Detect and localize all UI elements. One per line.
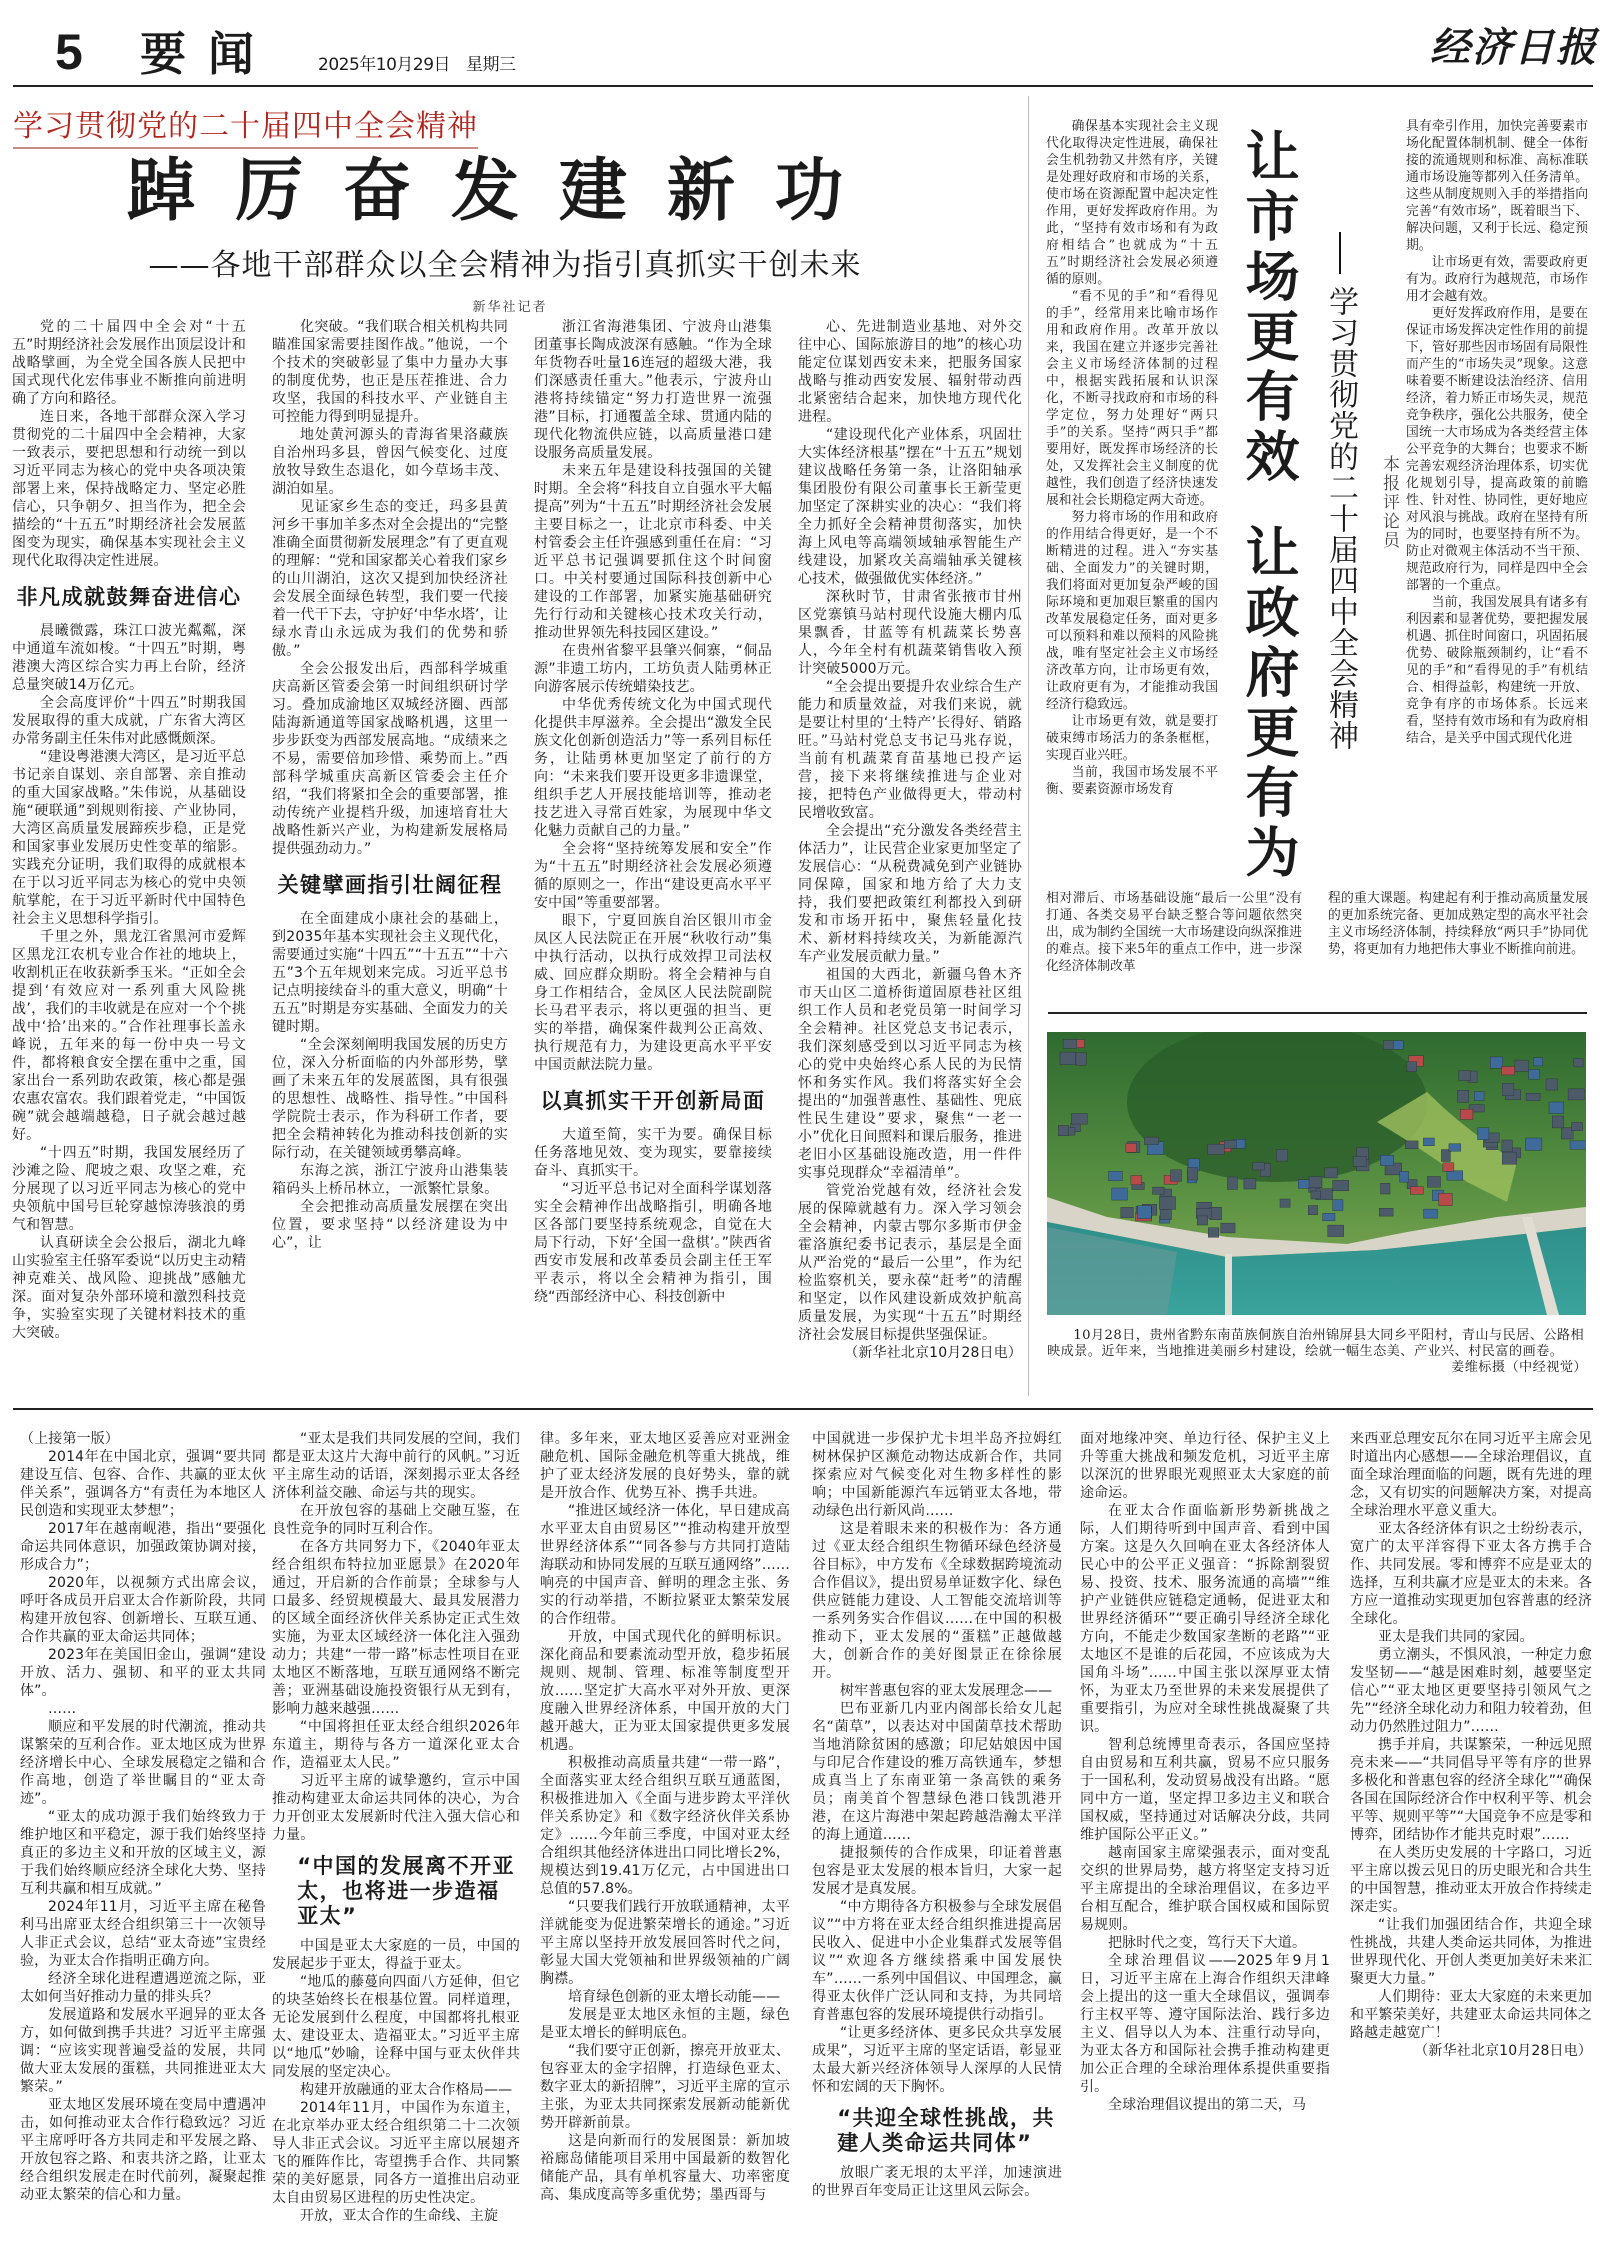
house-roof	[1549, 1102, 1564, 1114]
house-roof	[1381, 1183, 1391, 1194]
paragraph: 管党治党越有效，经济社会发展的保障就越有力。深入学习领会全会精神，内蒙古鄂尔多斯市伊金霍洛旗纪委书记表示，基层是全面从严治党的“最后一公里”，作为纪检监察机关，要永葆“赶考”的清醒和坚定，以作风建设新成效护航高质量发展，为实现“十五五”时期经济社会发展目标提供坚强保证。	[798, 1183, 1022, 1343]
paragraph: “建设粤港澳大湾区，是习近平总书记亲自谋划、亲自部署、亲自推动的重大国家战略。”朱伟说，从基础设施“硬联通”到规则衔接、产业协同，大湾区高质量发展蹄疾步稳，正是党和国家事业发展历史性变革的缩影。实践充分证明，我们取得的成就根本在于以习近平同志为核心的党中央领航掌舵，在于习近平新时代中国特色社会主义思想科学指引。	[12, 749, 246, 927]
paragraph: 中国是亚太大家庭的一员，中国的发展起步于亚太，得益于亚太。	[272, 1938, 520, 1972]
house-roof	[1325, 1168, 1338, 1178]
commentary-headline-line-2: 让政府更有为	[1237, 524, 1300, 884]
house-roof	[1546, 1079, 1558, 1090]
bottom-column-3	[540, 1430, 790, 2204]
paragraph: 亚太各经济体有识之士纷纷表示，宽广的太平洋容得下亚太各方携手合作、共同发展。零和博弈不应是亚太的选择，互利共赢才应是亚太的未来。各方应一道推动实现更加包容普惠的经济全球化。	[1350, 1521, 1592, 1627]
house-roof	[1076, 1053, 1086, 1066]
weekday-text: 星期三	[466, 55, 516, 75]
paragraph: 在各方共同努力下，《2040年亚太经合组织布特拉加亚愿景》在2020年通过，开启新的合作前景；全球参与人口最多、经贸规模最大、最具发展潜力的区域全面经济伙伴关系协定正式生效实施，为亚太区域经济一体化注入强劲动力；共建“一带一路”标志性项目在亚太地区不断落地，互联互通网络不断完善；亚洲基础设施投资银行从无到有，影响力越来越强……	[272, 1539, 520, 1717]
paragraph: 在开放包容的基础上交融互鉴，在良性竞争的同时互利合作。	[272, 1503, 520, 1537]
house-roof	[1460, 1109, 1473, 1119]
house-roof	[1449, 1144, 1461, 1152]
paragraph: “亚太是我们共同发展的空间，我们都是亚太这片大海中前行的风帆。”习近平主席生动的话语，深刻揭示亚太各经济体利益交融、命运与共的现实。	[272, 1431, 520, 1501]
paragraph: 心、先进制造业基地、对外交往中心、国际旅游目的地”的核心功能定位谋划西安未来，把服务国家战略与推动西安发展、辐射带动西北紧密结合起来，加快地方现代化进程。	[798, 319, 1022, 425]
house-roof	[1171, 1170, 1182, 1181]
paragraph: 智利总统博里奇表示，各国应坚持自由贸易和互利共赢，贸易不应只服务于一国私利，发动贸易战没有出路。“愿同中方一道，坚定捍卫多边主义和联合国权威，坚持通过对话解决分歧，共同维护国际公平正义。”	[1080, 1737, 1330, 1843]
paragraph: 相对滞后、市场基础设施“最后一公里”没有打通、各类交易平台缺乏整合等问题依然突出，成为制约全国统一大市场建设向纵深推进的难点。接下来5年的重点工作中，进一步深化经济体制改革	[1046, 891, 1302, 974]
commentary-wide-right	[1328, 890, 1588, 958]
paragraph: “建设现代化产业体系，巩固壮大实体经济根基”摆在“十五五”规划建议战略任务第一条，让洛阳轴承集团股份有限公司董事长王新莹更加坚定了深耕实业的决心：“我们将全力抓好全会精神贯彻落实，加快海上风电等高端领域轴承智能生产线建设，加紧攻关高端轴承关键核心技术，做强做优实体经济。”	[798, 427, 1022, 587]
commentary-column-b	[1406, 118, 1588, 747]
paragraph: 树牢普惠包容的亚太发展理念——	[840, 1683, 1053, 1699]
house-roof	[1525, 1138, 1542, 1150]
paragraph: 认真研读全会公报后，湖北九峰山实验室主任骆军委说“以历史主动精神克难关、战风险、迎挑战”感触尤深。面对复杂外部环境和激烈科技竞争，实验室实现了关键材料技术的重大突破。	[12, 1235, 246, 1341]
header-rule	[13, 85, 1593, 87]
dateline: （新华社北京10月28日电）	[844, 1345, 1022, 1361]
house-roof	[1568, 1089, 1584, 1100]
house-roof	[1570, 1141, 1586, 1149]
house-roof	[1197, 1216, 1207, 1225]
paragraph: 让市场更有效，就是要打破束缚市场活力的条条框框，实现百业兴旺。	[1046, 714, 1218, 763]
paragraph: 千里之外，黑龙江省黑河市爱辉区黑龙江农机专业合作社的地块上，收割机正在收获新季玉米。“正如全会提到‘有效应对一系列重大风险挑战’，我们的丰收就是在应对一个个挑战中‘拾’出来的。”合作社理事长盖永峰说，五年来的每一份中央一号文件，都将粮食安全摆在重中之重，国家出台一系列助农政策，核心都是强农惠农富农。我们跟着党走，“中国饭碗”就会越端越稳，日子就会越过越好。	[12, 929, 246, 1143]
paragraph: 习近平主席的诚挚邀约，宣示中国推动构建亚太命运共同体的决心，为合力开创亚太发展新时代注入强大信心和力量。	[272, 1773, 520, 1843]
commentary-column-a	[1046, 118, 1218, 798]
article-column-4	[798, 318, 1022, 1362]
house-roof	[1159, 1197, 1175, 1210]
paragraph: 勇立潮头，不惧风浪，一种定力愈发坚韧——“越是困难时刻，越要坚定信心”“亚太地区更要坚持引领风气之先”“经济全球化动力和阻力较着劲，但动力仍然胜过阻力”……	[1350, 1647, 1592, 1735]
house-roof	[1427, 1177, 1440, 1188]
house-roof	[1308, 1206, 1317, 1215]
paragraph: 在全面建成小康社会的基础上，到2035年基本实现社会主义现代化，需要通过实施“十四五”“十五五”“十六五”3个五年规划来完成。习近平总书记点明接续奋斗的重大意义，明确“十五五”时期是夯实基础、全面发力的关键时期。	[272, 911, 508, 1035]
paragraph: 来西亚总理安瓦尔在同习近平主席会见时道出内心感想——全球治理倡议，直面全球治理面临的问题，既有先进的理念，又有切实的问题解决方案，对提高全球治理水平意义重大。	[1350, 1431, 1592, 1519]
house-roof	[1221, 1223, 1235, 1233]
paragraph: “中方期待各方积极参与全球发展倡议”“中方将在亚太经合组织推进提高居民收入、促进中小企业集群式发展等倡议”“欢迎各方继续搭乘中国发展快车”……一系列中国倡议、中国理念，赢得亚太伙伴广泛认同和支持，为共同培育普惠包容的发展环境提供行动指引。	[812, 1899, 1062, 2023]
house-roof	[1253, 1163, 1265, 1171]
section-heading: 非凡成就鼓舞奋进信心	[16, 585, 242, 609]
house-roof	[1328, 1225, 1344, 1237]
paragraph: 浙江省海港集团、宁波舟山港集团董事长陶成波深有感触。“作为全球年货物吞吐量16连冠的超级大港，我们深感责任重大。”他表示，宁波舟山港将持续锚定“努力打造世界一流强港”目标，打通覆盖全球、贯通内陆的现代化物流供应链，以高质量港口建设服务高质量发展。	[534, 319, 772, 461]
house-roof	[1131, 1176, 1142, 1185]
paragraph: “全会深刻阐明我国发展的历史方位，深入分析面临的内外部形势，擘画了未来五年的发展蓝图，具有很强的思想性、战略性、指导性。”中国科学院院士表示，作为科研工作者，要把全会精神转化为推动科技创新的实际行动，在关键领域勇攀高峰。	[272, 1037, 508, 1161]
house-roof	[1526, 1093, 1540, 1101]
paragraph: “让我们加强团结合作，共迎全球性挑战，共建人类命运共同体，为推进世界现代化、开创人类更加美好未来汇聚更大力量。”	[1350, 1917, 1592, 1987]
paragraph: 中国就进一步保护尤卡坦半岛齐拉姆红树林保护区濒危动物达成新合作，共同探索应对气候变化对生物多样性的影响；中国新能源汽车远销亚太各地，带动绿色出行新风尚……	[812, 1431, 1062, 1519]
house-roof	[1424, 1209, 1438, 1218]
paragraph: 开放，中国式现代化的鲜明标识。深化商品和要素流动型开放，稳步拓展规则、规制、管理、标准等制度型开放……坚定扩大高水平对外开放、更深度融入世界经济体系，中国开放的大门越开越大，正为亚太国家提供更多发展机遇。	[540, 1629, 790, 1753]
house-roof	[1457, 1090, 1469, 1102]
bottom-column-4	[812, 1430, 1062, 2200]
house-roof	[1145, 1137, 1159, 1145]
house-roof	[1459, 1071, 1471, 1081]
commentary-headline-line-1: 让市场更有效	[1237, 128, 1300, 488]
house-roof	[1121, 1207, 1134, 1217]
commentary-subheadline-text: 学习贯彻党的二十届四中全会精神	[1323, 286, 1358, 751]
house-roof	[1474, 1092, 1484, 1101]
house-roof	[1447, 1171, 1463, 1181]
paragraph: 全会把推动高质量发展摆在突出位置，要求坚持“以经济建设为中心”，让	[272, 1199, 508, 1251]
paragraph: 开放，亚太合作的生命线、主旋	[300, 2208, 499, 2224]
house-roof	[1333, 1180, 1349, 1191]
paragraph: 确保基本实现社会主义现代化取得决定性进展，确保社会生机勃勃又井然有序，关键是处理好政府和市场的关系，使市场在资源配置中起决定性作用，更好发挥政府作用。为此，“坚持有效市场和有为政府相结合”也就成为“十五五”时期经济社会发展必须遵循的原则。	[1046, 119, 1218, 287]
paragraph: 东海之滨，浙江宁波舟山港集装箱码头上桥吊林立，一派繁忙景象。	[272, 1163, 508, 1197]
paragraph: 携手并肩，共谋繁荣，一种远见照亮未来——“共同倡导平等有序的世界多极化和普惠包容的经济全球化”“确保各国在国际经济合作中权利平等、机会平等、规则平等”“大国竞争不应是零和博弈，团结协作才能共克时艰”……	[1350, 1737, 1592, 1843]
house-roof	[1515, 1060, 1529, 1071]
paragraph: 放眼广袤无垠的太平洋，加速演进的世界百年变局正让这里风云际会。	[812, 2165, 1062, 2199]
paragraph: 把脉时代之变，笃行天下大道。	[1108, 1935, 1307, 1951]
paragraph: 2023年在美国旧金山，强调“建设开放、活力、强韧、和平的亚太共同体”。	[20, 1647, 266, 1699]
house-roof	[1572, 1122, 1583, 1130]
paragraph: 当前，我国发展具有诸多有利因素和显著优势，要把握发展机遇、抓住时间窗口，巩固拓展优势、破除瓶颈制约，让“看不见的手”和“看得见的手”有机结合、相得益彰，构建统一开放、竞争有序的市场体系。长远来看，坚持有效市场和有为政府相结合，是关乎中国式现代化进	[1406, 595, 1588, 746]
house-roof	[1153, 1187, 1165, 1194]
section-heading: 关键擘画指引壮阔征程	[277, 873, 503, 897]
house-roof	[1405, 1141, 1418, 1149]
paragraph: 2014年11月，中国作为东道主，在北京举办亚太经合组织第二十二次领导人非正式会议。习近平主席以展翅齐飞的雁阵作比，寄望携手合作、共同繁荣的美好愿景，同各方一道推出启动亚太自由贸易区进程的历史性决定。	[272, 2100, 520, 2206]
paragraph: 在人类历史发展的十字路口，习近平主席以拨云见日的历史眼光和合共生的中国智慧，推动亚太开放合作持续走深走实。	[1350, 1845, 1592, 1915]
photo-caption-block	[1047, 1328, 1587, 1376]
paragraph: 发展道路和发展水平迥异的亚太各方，如何做到携手共进？习近平主席强调：“应该实现普遍受益的发展，共同做大亚太发展的蛋糕，共同推进亚太大繁荣。”	[20, 2007, 266, 2095]
house-roof	[1502, 1067, 1515, 1075]
paragraph: 大道至简，实干为要。确保目标任务落地见效、变为现实，要靠接续奋斗、真抓实干。	[534, 1127, 772, 1179]
paragraph: 程的重大课题。构建起有利于推动高质量发展的更加系统完备、更加成熟定型的高水平社会主义市场经济体制，持续释放“两只手”协同优势，将更加有力地把伟大事业不断推向前进。	[1328, 891, 1588, 957]
paragraph: 全会将“坚持统筹发展和安全”作为“十五五”时期经济社会发展必须遵循的原则之一，作出“建设更高水平平安中国”等重要部署。	[534, 841, 772, 911]
paragraph: 中华优秀传统文化为中国式现代化提供丰厚滋养。全会提出“激发全民族文化创新创造活力”等一系列目标任务，让陆勇林更加坚定了前行的方向：“未来我们要开设更多非遗课堂，组织手艺人开展技能培训等，推动老技艺进入寻常百姓家，为展现中华文化魅力贡献自己的力量。”	[534, 697, 772, 839]
house-roof	[1224, 1140, 1236, 1148]
house-roof	[1208, 1228, 1219, 1238]
house-roof	[1529, 1070, 1540, 1080]
village-aerial-photo	[1047, 1032, 1586, 1315]
house-roof	[1227, 1177, 1237, 1189]
paragraph: 在亚太合作面临新形势新挑战之际，人们期待听到中国声音、看到中国方案。这是久久回响在亚太各经济体人民心中的公平正义强音：“拆除割裂贸易、投资、技术、服务流通的高墙”“维护产业链供应链稳定通畅，促进亚太和世界经济循环”“要正确引导经济全球化方向，不能走少数国家垄断的老路”“亚太地区不是谁的后花园，不应该成为大国角斗场”……中国主张以深厚亚太情怀，为亚太乃至世界的未来发展提供了重要指引，为应对全球性挑战凝聚了共识。	[1080, 1503, 1330, 1735]
commentary-headline	[1236, 128, 1300, 884]
page-number: 5	[55, 24, 83, 80]
paragraph: “习近平总书记对全面科学谋划落实全会精神作出战略指引，明确各地区各部门要坚持系统观念，自觉在大局下行动，下好‘全国一盘棋’。”陕西省西安市发展和改革委员会副主任王军平表示，将以全会精神为指引，围绕“西部经济中心、科技创新中	[534, 1181, 772, 1305]
paragraph: 亚太是我们共同的家园。	[1378, 1629, 1534, 1645]
section-rule	[13, 1408, 1593, 1410]
paragraph: 2014年在中国北京，强调“要共同建设互信、包容、合作、共赢的亚太伙伴关系”，强调各方“有责任为本地区人民创造和实现亚太梦想”；	[20, 1449, 266, 1519]
column-divider	[1028, 96, 1029, 1396]
paragraph: 2017年在越南岘港，指出“要强化命运共同体意识，加强政策协调对接，形成合力”；	[20, 1521, 266, 1573]
bottom-column-1	[20, 1430, 266, 2204]
house-roof	[1490, 1057, 1503, 1068]
paragraph: 律。多年来，亚太地区妥善应对亚洲金融危机、国际金融危机等重大挑战，维护了亚太经济发展的良好势头，靠的就是开放合作、优势互补、携手共进。	[540, 1431, 790, 1501]
house-roof	[1126, 1144, 1137, 1153]
house-roof	[1353, 1156, 1366, 1166]
paragraph: 这是着眼未来的积极作为：各方通过《亚太经合组织生物循环绿色经济曼谷目标》，中方发布《全球数据跨境流动合作倡议》，提出贸易单证数字化、绿色供应链能力建设、人工智能交流培训等一系列务实合作倡议……在中国的积极推动下，亚太发展的“蛋糕”正越做越大，创新合作的美好图景正在徐徐展开。	[812, 1521, 1062, 1681]
paragraph: 深秋时节，甘肃省张掖市甘州区党寨镇马站村现代设施大棚内瓜果飘香，甘蓝等有机蔬菜长势喜人，今年全村有机蔬菜销售收入预计突破5000万元。	[798, 589, 1022, 677]
house-roof	[1502, 1152, 1517, 1164]
house-roof	[1060, 1052, 1076, 1065]
house-roof	[1380, 1155, 1393, 1165]
house-roof	[1071, 1114, 1087, 1125]
paragraph: 连日来，各地干部群众深入学习贯彻党的二十届四中全会精神，大家一致表示，要把思想和行动统一到以习近平同志为核心的党中央各项决策部署上来，保持战略定力、坚定必胜信心，只争朝夕、担当作为，把全会描绘的“十五五”时期经济社会发展蓝图变为现实，确保基本实现社会主义现代化取得决定性进展。	[12, 409, 246, 569]
paragraph: 积极推动高质量共建“一带一路”，全面落实亚太经合组织互联互通蓝图，积极推进加入《全面与进步跨太平洋伙伴关系协定》和《数字经济伙伴关系协定》……今年前三季度，中国对亚太经合组织其他经济体进出口同比增长2%，规模达到19.41万亿元，占中国进出口总值的57.8%。	[540, 1755, 790, 1897]
house-roof	[1276, 1150, 1287, 1162]
paragraph: 晨曦微露，珠江口波光粼粼，深中通道车流如梭。“十四五”时期，粤港澳大湾区综合实力再上台阶，经济总量突破14万亿元。	[12, 623, 246, 693]
house-roof	[1410, 1187, 1423, 1195]
left-bridge	[1225, 1254, 1232, 1315]
house-roof	[1423, 1138, 1434, 1146]
commentary-author: 本报评论员	[1379, 455, 1399, 550]
paragraph: 面对地缘冲突、单边行径、保护主义上升等重大挑战和频发危机，习近平主席以深沉的世界眼光观照亚太大家庭的前途命运。	[1080, 1431, 1330, 1501]
paragraph: 全会公报发出后，西部科学城重庆高新区管委会第一时间组织研讨学习。叠加成渝地区双城经济圈、西部陆海新通道等国家战略机遇，这里一步步跃变为西部发展高地。“成绩来之不易，需要倍加珍惜、乘势而上。”西部科学城重庆高新区管委会主任介绍，“我们将紧扣全会的重要部署，推动传统产业提档升级，加速培育壮大战略性新兴产业，为构建新发展格局提供强劲动力。”	[272, 661, 508, 857]
house-roof	[1187, 1168, 1197, 1181]
bottom-column-5	[1080, 1430, 1330, 2114]
paragraph: 构建开放融通的亚太合作格局——	[300, 2082, 513, 2098]
house-roof	[1574, 1059, 1583, 1067]
section-name: 要闻	[140, 27, 276, 81]
paragraph: 培育绿色创新的亚太增长动能——	[568, 1989, 781, 2005]
paragraph: 全会高度评价“十四五”时期我国发展取得的重大成就，广东省大湾区办常务副主任朱伟对此感慨颇深。	[12, 695, 246, 747]
house-roof	[1207, 1144, 1224, 1154]
house-roof	[1280, 1199, 1290, 1207]
photo-caption: 10月28日，贵州省黔东南苗族侗族自治州锦屏县大同乡平阳村，青山与民居、公路相映成景。近年来，当地推进美丽乡村建设，绘就一幅生态美、产业兴、村民富的画卷。	[1047, 1328, 1585, 1359]
article-subheadline: ——各地干部群众以全会精神为指引真抓实干创未来	[148, 248, 862, 283]
bottom-column-2	[272, 1430, 520, 2225]
article-headline: 踔厉奋发建新功	[126, 152, 883, 231]
paragraph: 巴布亚新几内亚内阁部长给女儿起名“菌草”，以表达对中国菌草技术帮助当地消除贫困的感激；印尼姑娘因中国与印尼合作建设的雅万高铁通车，梦想成真当上了东南亚第一条高铁的乘务员；南美首个智慧绿色港口钱凯港开港，在这片海港中架起跨越浩瀚太平洋的海上通道……	[812, 1701, 1062, 1843]
bottom-column-6	[1350, 1430, 1592, 2060]
subheadline-dash	[1339, 232, 1341, 274]
paragraph: “看不见的手”和“看得见的手”，经常用来比喻市场作用和政府作用。改革开放以来，我国在建立并逐步完善社会主义市场经济体制的过程中，根据实践拓展和认识深化，不断寻找政府和市场的科学定位，努力处理好“两只手”的关系。坚持“两只手”都要用好，既发挥市场经济的长处，又发挥社会主义制度的优越性，我们创造了经济快速发展和社会长期稳定两大奇迹。	[1046, 289, 1218, 508]
section-heading: “中国的发展离不开亚太，也将进一步造福亚太”	[297, 1854, 515, 1928]
house-roof	[1534, 1058, 1543, 1066]
section-heading: 以真抓实干开创新局面	[540, 1089, 766, 1113]
paragraph: 在贵州省黎平县肇兴侗寨，“侗品源”非遗工坊内，工坊负责人陆勇林正向游客展示传统蜡染技艺。	[534, 643, 772, 695]
paragraph: 越南国家主席梁强表示，面对变乱交织的世界局势，越方将坚定支持习近平主席提出的全球治理倡议，在多边平台相互配合，维护联合国权威和国际贸易规则。	[1080, 1845, 1330, 1933]
paragraph: 努力将市场的作用和政府的作用结合得更好，是一个不断精进的过程。进入“夯实基础、全面发力”的关键时期，我们将面对更加复杂严峻的国际环境和更加艰巨繁重的国内改革发展稳定任务，面对更多可以预料和难以预料的风险挑战，唯有坚定社会主义市场经济改革方向，让市场更有效，让政府更有为，才能推动我国经济行稳致远。	[1046, 510, 1218, 712]
house-roof	[1502, 1140, 1512, 1152]
paragraph: 见证家乡生态的变迁，玛多县黄河乡干事加羊多杰对全会提出的“完整准确全面贯彻新发展理念”有了更直观的理解：“党和国家都关心着我们家乡的山川湖泊，这次又提到加快经济社会发展全面绿色转型，我们要一代接着一代干下去，守护好‘中华水塔’，让绿水青山永远成为我们的优势和骄傲。”	[272, 499, 508, 659]
paragraph: 人们期待：亚太大家庭的未来更加和平繁荣美好，共建亚太命运共同体之路越走越宽广！	[1350, 1989, 1592, 2041]
paragraph: 党的二十届四中全会对“十五五”时期经济社会发展作出顶层设计和战略擘画，为全党全国各族人民把中国式现代化宏伟事业不断推向前进明确了方向和路径。	[12, 319, 246, 407]
house-roof	[1309, 1177, 1322, 1188]
house-roof	[1552, 1116, 1563, 1128]
paragraph: 眼下，宁夏回族自治区银川市金凤区人民法院正在开展“秋收行动”集中执行活动，以执行成效捍卫司法权威、回应群众期盼。将全会精神与自身工作相结合，金凤区人民法院副院长马君平表示，将以更强的担当、更实的举措，确保案件裁判公正高效、执行规范有力，为建设更高水平平安中国贡献法院力量。	[534, 913, 772, 1073]
paragraph: 顺应和平发展的时代潮流，推动共谋繁荣的互利合作。亚太地区成为世界经济增长中心、全球发展稳定之锚和合作高地，创造了举世瞩目的“亚太奇迹”。	[20, 1719, 266, 1807]
commentary-subheadline	[1322, 232, 1358, 751]
paragraph: “只要我们践行开放联通精神，太平洋就能变为促进繁荣增长的通途。”习近平主席以坚持开放发展回答时代之问，彰显大国大党领袖和世界级领袖的广阔胸襟。	[540, 1899, 790, 1987]
house-roof	[1311, 1191, 1321, 1199]
newspaper-logo: 经济日报	[1430, 24, 1598, 71]
commentary-wide-left	[1046, 890, 1302, 975]
house-roof	[1058, 1125, 1068, 1135]
commentary-rule	[1048, 1012, 1587, 1014]
paragraph: “十四五”时期，我国发展经历了沙滩之险、爬坡之艰、攻坚之难，充分展现了以习近平同志为核心的党中央领航中国号巨轮穿越惊涛骇浪的勇气和智慧。	[12, 1145, 246, 1233]
paragraph: “我们要守正创新，擦亮开放亚太、包容亚太的金字招牌，打造绿色亚太、数字亚太的新招牌”，习近平主席的宣示主张，为亚太共同探索发展新动能新优势开辟新前景。	[540, 2043, 790, 2131]
article-column-2	[272, 318, 508, 1252]
house-roof	[1439, 1193, 1453, 1206]
paragraph: 捷报频传的合作成果，印证着普惠包容是亚太发展的根本旨归，大家一起发展才是真发展。	[812, 1845, 1062, 1897]
house-roof	[1244, 1179, 1256, 1189]
section-heading: “共迎全球性挑战，共建人类命运共同体”	[837, 2106, 1055, 2155]
dateline: （新华社北京10月28日电）	[1414, 2043, 1592, 2059]
paragraph: “地瓜的藤蔓向四面八方延伸，但它的块茎始终长在根基位置。同样道理，无论发展到什么程度，中国都将扎根亚太、建设亚太、造福亚太。”习近平主席以“地瓜”妙喻，诠释中国与亚太伙伴共同发展的坚定决心。	[272, 1974, 520, 2080]
issue-date	[318, 54, 532, 76]
house-roof	[1109, 1171, 1123, 1181]
paragraph: 未来五年是建设科技强国的关键时期。全会将“科技自立自强水平大幅提高”列为“十五五”时期经济社会发展主要目标之一，让北京市科委、中关村管委会主任许强感到重任在肩：“习近平总书记强调要抓住这个时间窗口。中关村要通过国际科技创新中心建设的工作部署，加紧实施基础研究先行行动和关键核心技术攻关行动，推动世界领先科技园区建设。”	[534, 463, 772, 641]
paragraph: 2020年，以视频方式出席会议，呼吁各成员开启亚太合作新阶段，共同构建开放包容、创新增长、互联互通、合作共赢的亚太命运共同体；	[20, 1575, 266, 1645]
article-byline: 新华社记者	[472, 300, 548, 315]
house-roof	[1400, 1171, 1409, 1182]
paragraph: （上接第一版）	[20, 1431, 120, 1447]
house-roof	[1138, 1206, 1152, 1219]
house-roof	[1407, 1062, 1417, 1072]
article-column-1	[12, 318, 246, 1342]
house-roof	[1323, 1213, 1335, 1221]
paragraph: 具有牵引作用，加快完善要素市场化配置体制机制、健全一体衔接的流通规则和标准、高标准联通市场设施等都列入任务清单。这些从制度规则入手的举措指向完善“有效市场”，既着眼当下、解决问题，又利于长远、稳定预期。	[1406, 119, 1588, 253]
house-roof	[1478, 1128, 1489, 1140]
paragraph: 祖国的大西北，新疆乌鲁木齐市天山区二道桥街道固原巷社区组织工作人员和老党员第一时间学习全会精神。社区党总支书记表示，我们深刻感受到以习近平同志为核心的党中央始终心系人民的为民情怀和务实作风。我们将落实好全会提出的“加强普惠性、基础性、兜底性民生建设”要求，聚焦“一老一小”优化日间照料和课后服务，推进老旧小区基础设施改造，用一件件实事兑现群众“幸福清单”。	[798, 967, 1022, 1181]
paragraph: 2024年11月，习近平主席在秘鲁利马出席亚太经合组织第三十一次领导人非正式会议，总结“亚太奇迹”宝贵经验，为亚太合作指明正确方向。	[20, 1899, 266, 1969]
house-roof	[1443, 1163, 1454, 1172]
date-text: 2025年10月29日	[318, 55, 451, 75]
paragraph: “中国将担任亚太经合组织2026年东道主，期待与各方一道深化亚太合作，造福亚太人民。”	[272, 1719, 520, 1771]
house-roof	[1379, 1208, 1393, 1216]
paragraph: 让市场更有效，需要政府更有为。政府行为越规范，市场作用才会越有效。	[1406, 255, 1588, 304]
paragraph: 更好发挥政府作用，是要在保证市场发挥决定性作用的前提下，管好那些因市场固有局限性而产生的“市场失灵”现象。这意味着要不断建设法治经济、信用经济，着力矫正市场失灵，规范竞争秩序，强化公共服务，使全国统一大市场成为各类经营主体公平竞争的大舞台；也要求不断完善宏观经济治理体系，切实优化规划引导，提高政策的前瞻性、针对性、协同性，更好地应对风浪与挑战。政府在坚持有所为的同时，也要坚持有所不为。防止对微观主体活动不当干预、规范政府行为，同样是四中全会部署的一个重点。	[1406, 306, 1588, 593]
article-kicker: 学习贯彻党的二十届四中全会精神	[13, 110, 478, 149]
article-column-3	[534, 318, 772, 1306]
paragraph: 全会提出“充分激发各类经营主体活力”，让民营企业家更加坚定了发展信心：“从税费减免到产业链协同保障，国家和地方给了大力支持，我们要把政策红利都投入到研发和市场开拓中，聚焦轻量化技术、新材料持续攻关，为新能源汽车产业发展贡献力量。”	[798, 823, 1022, 965]
paragraph: “亚太的成功源于我们始终致力于维护地区和平稳定，源于我们始终坚持真正的多边主义和开放的区域主义，源于我们始终顺应经济全球化大势、坚持互利共赢和相互成就。”	[20, 1809, 266, 1897]
paragraph: 这是向新而行的发展图景：新加坡裕廊岛储能项目采用中国最新的数智化储能产品，具有单机容量大、功率密度高、集成度高等多重优势；墨西哥与	[540, 2133, 790, 2203]
house-roof	[1333, 1200, 1343, 1211]
photo-credit: 姜维标摄（中经视觉）	[1451, 1360, 1587, 1375]
paragraph: 当前，我国市场发展不平衡、要素资源市场发育	[1046, 765, 1218, 797]
paragraph: “全会提出要提升农业综合生产能力和质量效益，对我们来说，就是要让村里的‘土特产’长得好、销路旺。”马站村党总支书记马兆存说，当前有机蔬菜育苗基地已投产运营，接下来将继续推进与企业对接，把特色产业做得更大，带动村民增收致富。	[798, 679, 1022, 821]
house-roof	[1383, 1041, 1393, 1050]
paragraph: “推进区域经济一体化，早日建成高水平亚太自由贸易区”“推动构建开放型世界经济体系”“同各参与方共同打造陆海联动和协同发展的互联互通网络”……响亮的中国声音、鲜明的理念主张、务实的行动举措，不断拉紧亚太繁荣发展的合作纽带。	[540, 1503, 790, 1627]
paragraph: 地处黄河源头的青海省果洛藏族自治州玛多县，曾因气候变化、过度放牧导致生态退化，如今草场丰茂、湖泊如星。	[272, 427, 508, 497]
paragraph: 化突破。“我们联合相关机构共同瞄准国家需要挂图作战。”他说，一个个技术的突破彰显了集中力量办大事的制度优势，也正是压茬推进、合力攻坚，我国的科技水平、产业链自主可控能力得到明显提升。	[272, 319, 508, 425]
paragraph: 全球治理倡议提出的第二天，马	[1108, 2097, 1307, 2113]
paragraph: 亚太地区发展环境在变局中遭遇冲击，如何推动亚太合作行稳致远？习近平主席呼吁各方共同走和平发展之路、开放包容之路、和衷共济之路，让亚太经合组织发展走在时代前列，凝聚起推动亚太繁荣的信心和力量。	[20, 2097, 266, 2203]
paragraph: “让更多经济体、更多民众共享发展成果”，习近平主席的坚定话语，彰显亚太最大新兴经济体领导人深厚的人民情怀和宏阔的天下胸怀。	[812, 2025, 1062, 2095]
house-roof	[1063, 1039, 1077, 1048]
paragraph: 发展是亚太地区永恒的主题，绿色是亚太增长的鲜明底色。	[540, 2007, 790, 2041]
paragraph: 经济全球化进程遭遇逆流之际，亚太如何当好推动力量的排头兵？	[20, 1971, 266, 2005]
paragraph: ……	[48, 1701, 77, 1717]
house-roof	[1502, 1083, 1514, 1096]
house-roof	[1112, 1188, 1128, 1200]
paragraph: 全球治理倡议——2025年9月1日，习近平主席在上海合作组织天津峰会上提出的这一重大全球倡议，强调奉行主权平等、遵守国际法治、践行多边主义、倡导以人为本、注重行动导向，为亚太各方和国际社会携手推动构建更加公正合理的全球治理体系提供重要指引。	[1080, 1953, 1330, 2095]
